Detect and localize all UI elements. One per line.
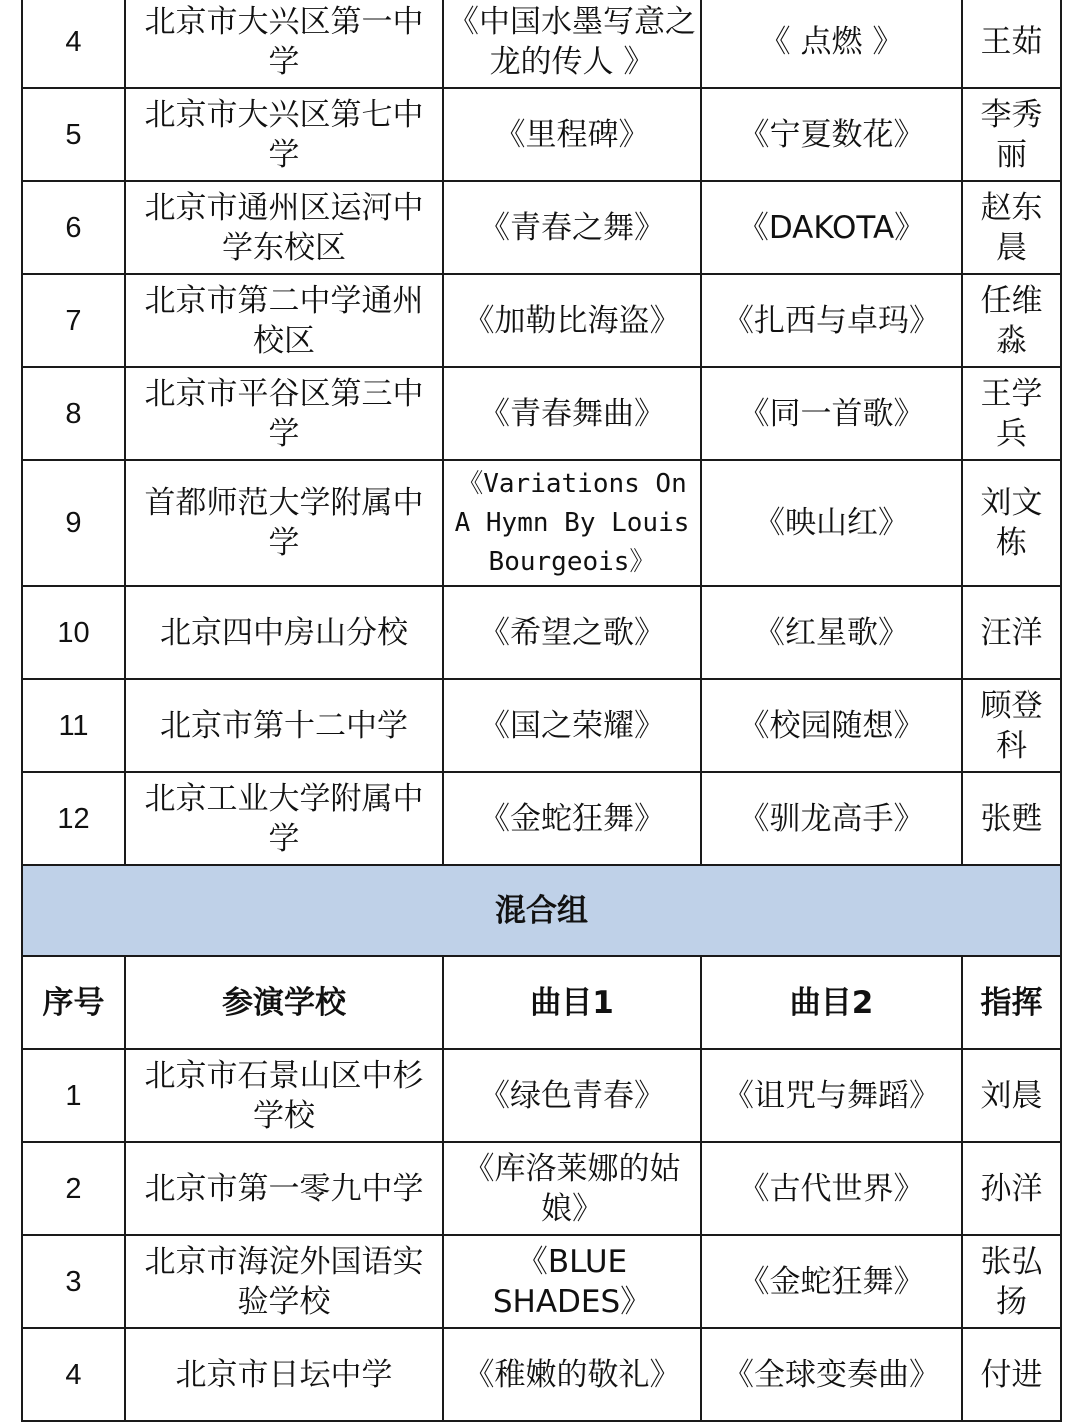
table-row [22,274,1061,367]
conductor-name: 任维淼 [962,274,1061,367]
school-name: 北京市通州区运河中学东校区 [125,181,443,274]
piece-2: 《校园随想》 [701,679,962,772]
piece-2: 《DAKOTA》 [701,181,962,274]
school-name: 北京市石景山区中杉学校 [125,1049,443,1142]
piece-2: 《同一首歌》 [701,367,962,460]
piece-2: 《映山红》 [701,460,962,586]
row-number: 4 [22,0,125,88]
conductor-name: 王学兵 [962,367,1061,460]
school-name: 北京市第十二中学 [125,679,443,772]
table-row [22,460,1061,586]
school-name: 北京市大兴区第一中学 [125,0,443,88]
table-row [22,367,1061,460]
piece-1: 《绿色青春》 [443,1049,701,1142]
row-number: 11 [22,679,125,772]
performance-schedule-table [21,0,1062,1422]
row-number: 2 [22,1142,125,1235]
piece-2: 《驯龙高手》 [701,772,962,865]
table-row [22,586,1061,679]
conductor-name: 刘晨 [962,1049,1061,1142]
conductor-name: 王茹 [962,0,1061,88]
piece-2: 《红星歌》 [701,586,962,679]
piece-1: 《国之荣耀》 [443,679,701,772]
piece-2: 《古代世界》 [701,1142,962,1235]
table-row [22,0,1061,88]
row-number: 12 [22,772,125,865]
school-name: 北京市第二中学通州校区 [125,274,443,367]
piece-1: 《金蛇狂舞》 [443,772,701,865]
piece-1: 《BLUE SHADES》 [443,1235,701,1328]
row-number: 7 [22,274,125,367]
column-header-row [22,956,1061,1049]
header-piece-2: 曲目2 [701,956,962,1049]
header-piece-1: 曲目1 [443,956,701,1049]
piece-1: 《库洛莱娜的姑娘》 [443,1142,701,1235]
row-number: 3 [22,1235,125,1328]
table-row [22,679,1061,772]
row-number: 5 [22,88,125,181]
conductor-name: 付进 [962,1328,1061,1421]
table-row [22,1142,1061,1235]
piece-1: 《里程碑》 [443,88,701,181]
table-row [22,88,1061,181]
row-number: 10 [22,586,125,679]
school-name: 北京市海淀外国语实验学校 [125,1235,443,1328]
piece-1: 《青春之舞》 [443,181,701,274]
piece-2: 《诅咒与舞蹈》 [701,1049,962,1142]
table-row [22,1049,1061,1142]
conductor-name: 刘文栋 [962,460,1061,586]
school-name: 首都师范大学附属中学 [125,460,443,586]
conductor-name: 赵东晨 [962,181,1061,274]
piece-1: 《青春舞曲》 [443,367,701,460]
conductor-name: 孙洋 [962,1142,1061,1235]
piece-2: 《 点燃 》 [701,0,962,88]
group-header-row [22,865,1061,956]
piece-1: 《Variations On A Hymn By Louis Bourgeois》 [443,460,701,586]
header-number: 序号 [22,956,125,1049]
row-number: 9 [22,460,125,586]
header-school: 参演学校 [125,956,443,1049]
school-name: 北京工业大学附属中学 [125,772,443,865]
conductor-name: 张甦 [962,772,1061,865]
row-number: 8 [22,367,125,460]
table-row [22,1235,1061,1328]
conductor-name: 李秀丽 [962,88,1061,181]
row-number: 1 [22,1049,125,1142]
piece-1: 《希望之歌》 [443,586,701,679]
school-name: 北京四中房山分校 [125,586,443,679]
table-row [22,772,1061,865]
piece-1: 《中国水墨写意之龙的传人 》 [443,0,701,88]
piece-1: 《稚嫩的敬礼》 [443,1328,701,1421]
piece-2: 《全球变奏曲》 [701,1328,962,1421]
table-row [22,1328,1061,1421]
conductor-name: 汪洋 [962,586,1061,679]
school-name: 北京市平谷区第三中学 [125,367,443,460]
school-name: 北京市第一零九中学 [125,1142,443,1235]
piece-2: 《宁夏数花》 [701,88,962,181]
group-title: 混合组 [22,865,1061,956]
school-name: 北京市大兴区第七中学 [125,88,443,181]
row-number: 6 [22,181,125,274]
school-name: 北京市日坛中学 [125,1328,443,1421]
conductor-name: 顾登科 [962,679,1061,772]
piece-2: 《金蛇狂舞》 [701,1235,962,1328]
header-conductor: 指挥 [962,956,1061,1049]
table-row [22,181,1061,274]
piece-1: 《加勒比海盗》 [443,274,701,367]
conductor-name: 张弘扬 [962,1235,1061,1328]
piece-2: 《扎西与卓玛》 [701,274,962,367]
row-number: 4 [22,1328,125,1421]
